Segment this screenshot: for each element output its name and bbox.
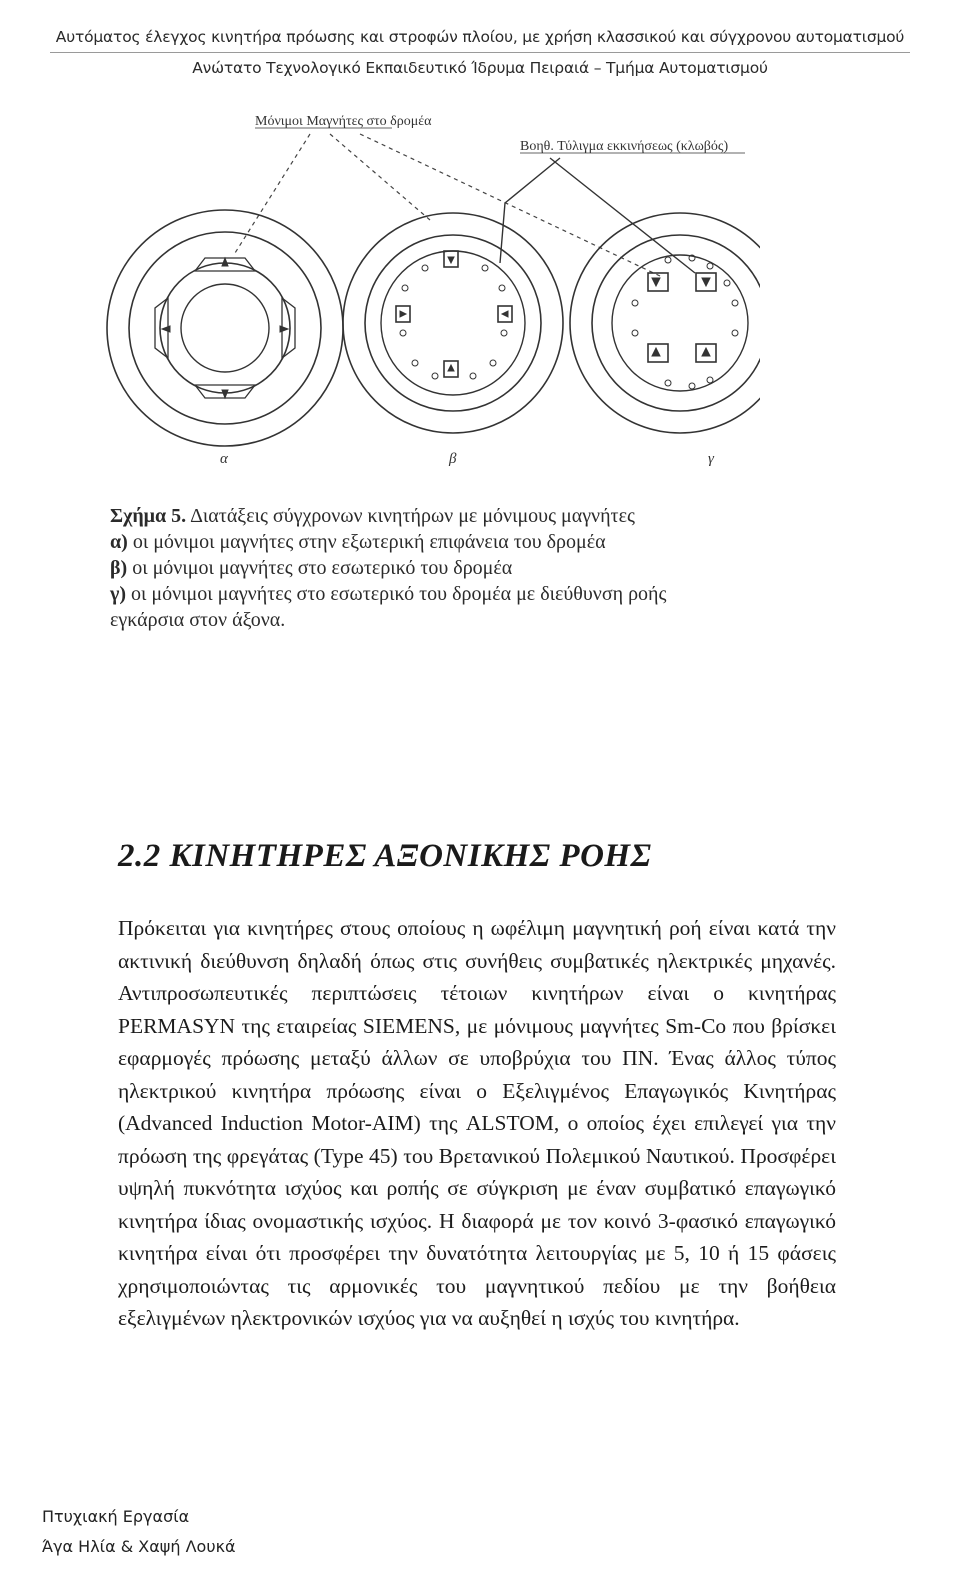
motor-beta [343, 213, 563, 433]
leader-lines-magnets [235, 134, 660, 276]
caption-item-a-key: α) [110, 531, 128, 553]
motor-alpha [107, 210, 343, 446]
caption-figure-number: Σχήμα 5. [110, 505, 187, 527]
sub-label-alpha: α [220, 451, 228, 467]
body-paragraph: Πρόκειται για κινητήρες στους οποίους η ωφέλιμη μαγνητική ροή είναι κατά την ακτινική διεύθυνση δηλαδή όπως στις συνήθεις συμβατικές ηλεκτρικές μηχανές. Αντιπροσωπευτικές περιπτώσεις τέτοιων κινητήρων είναι ο κινητήρας PERMASYN της εταιρείας SIEMENS, με μόνιμους μαγνήτες Sm-Co που βρίσκει εφαρμογές πρόωσης μεταξύ άλλων σε υποβρύχια του ΠΝ. Ένας άλλος τύπος ηλεκτρικού κινητήρα πρόωσης είναι ο Εξελιγμένος Επαγωγικός Κινητήρας (Advanced Induction Motor-AIM) της ALSTOM, ο οποίος έχει επιλεγεί για την πρόωση της φρεγάτας (Type 45) του Βρετανικού Πολεμικού Ναυτικού. Προσφέρει υψηλή πυκνότητα ισχύος και ροπής σε σύγκριση με έναν συμβατικό επαγωγικό κινητήρα ίδιας ονομαστικής ισχύος. Η διαφορά με τον κοινό 3-φασικό επαγωγικό κινητήρα είναι ότι προσφέρει την δυνατότητα λειτουργίας με 5, 10 ή 15 φάσεις χρησιμοποιώντας τις αρμονικές του μαγνητικού πεδίου με την βοήθεια εξελιγμένων ηλεκτρονικών ισχύος για να αυξηθεί η ισχύς του κινητήρα. [118, 916, 836, 1330]
page-footer [42, 1502, 236, 1562]
header-divider [50, 52, 910, 53]
section-heading: 2.2 ΚΙΝΗΤΗΡΕΣ ΑΞΟΝΙΚΗΣ ΡΟΗΣ [118, 838, 652, 874]
caption-title-text: Διατάξεις σύγχρονων κινητήρων με μόνιμους μαγνήτες [186, 505, 635, 527]
figure-caption [110, 503, 830, 633]
caption-item-c [110, 581, 830, 607]
caption-item-c-continued: εγκάρσια στον άξονα. [110, 609, 286, 631]
label-aux-winding: Βοηθ. Τύλιγμα εκκινήσεως (κλωβός) [520, 139, 729, 154]
caption-item-b-text: οι μόνιμοι μαγνήτες στο εσωτερικό του δρομέα [127, 557, 513, 579]
header-thesis-title: Αυτόματος έλεγχος κινητήρα πρόωσης και στροφών πλοίου, με χρήση κλασσικού και σύγχρονου αυτοματισμού [55, 28, 905, 46]
caption-item-b-key: β) [110, 557, 128, 579]
leader-lines-aux [500, 158, 695, 273]
footer-thesis-label: Πτυχιακή Εργασία [42, 1507, 190, 1526]
footer-authors: Άγα Ηλία & Χαψή Λουκά [42, 1537, 236, 1556]
label-permanent-magnets: Μόνιμοι Μαγνήτες στο δρομέα [255, 114, 432, 129]
sub-label-beta: β [449, 451, 457, 467]
sub-label-gamma: γ [708, 451, 714, 467]
body-paragraph-block [118, 912, 836, 1335]
caption-item-a [110, 529, 830, 555]
motor-gamma [570, 213, 760, 433]
caption-item-c-text: οι μόνιμοι μαγνήτες στο εσωτερικό του δρομέα με διεύθυνση ροής [126, 583, 667, 605]
motor-diagram-svg [100, 108, 760, 478]
caption-item-c-key: γ) [110, 583, 127, 605]
motor-diagram-figure [100, 108, 760, 478]
header-institution: Ανώτατο Τεχνολογικό Εκπαιδευτικό Ίδρυμα Πειραιά – Τμήμα Αυτοματισμού [192, 59, 768, 77]
caption-title [110, 503, 830, 529]
page-header [40, 28, 920, 77]
caption-item-b [110, 555, 830, 581]
caption-item-a-text: οι μόνιμοι μαγνήτες στην εξωτερική επιφάνεια του δρομέα [127, 531, 606, 553]
